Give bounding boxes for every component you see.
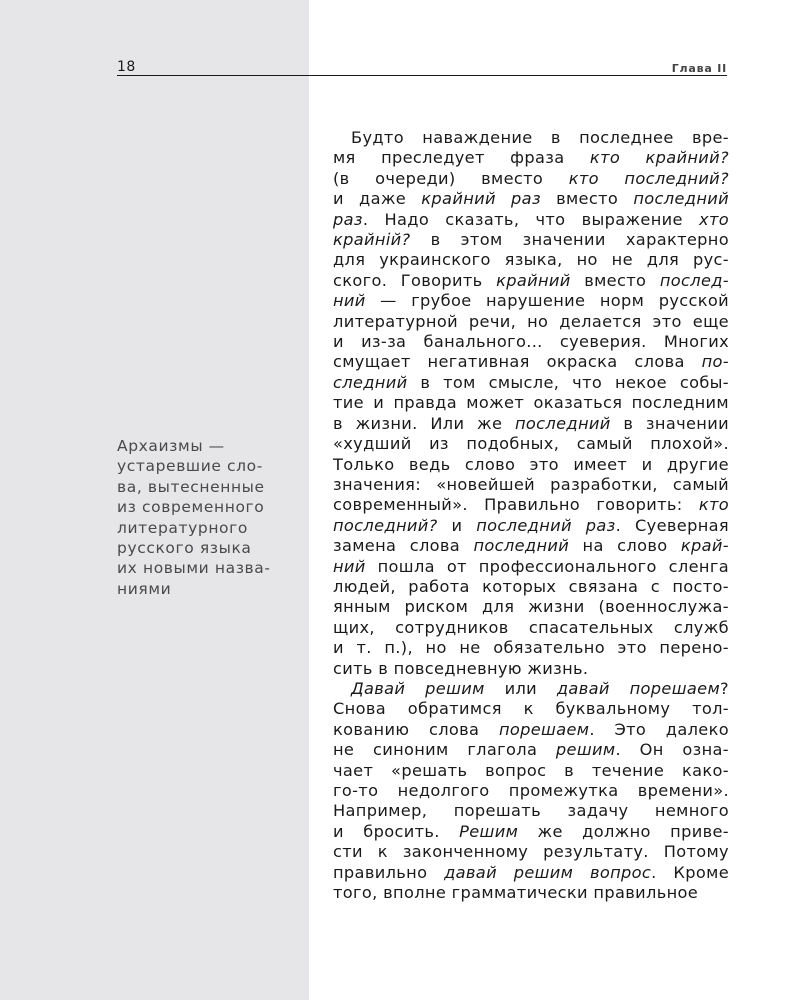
italic-term: послед- <box>659 270 729 290</box>
body-text-run: современный». Правильно говорить: <box>333 495 699 515</box>
body-line <box>333 128 729 148</box>
body-text-run: Будто наваждение в последнее вре- <box>351 128 729 147</box>
body-text-run: кованию слова <box>333 719 499 739</box>
italic-term: ний <box>333 291 366 311</box>
body-text-run: пошла от профессионального сленга <box>365 556 729 576</box>
sidebar-note <box>117 436 287 599</box>
italic-term: край- <box>680 536 729 556</box>
body-text-run: и бросить. <box>333 821 460 841</box>
body-line <box>333 720 729 740</box>
body-line <box>333 291 729 311</box>
italic-term: последний? <box>333 515 438 535</box>
italic-term: хто <box>699 209 729 229</box>
body-text-run: на слово <box>569 536 681 556</box>
body-text-run: Снова обратимся к буквальному тол- <box>333 699 729 719</box>
body-text-run: мя преследует фраза <box>333 148 590 168</box>
body-text-run: людей, работа которых связана с посто- <box>333 576 729 596</box>
body-line <box>333 781 729 801</box>
body-line <box>333 414 729 434</box>
body-text-run: замена слова <box>333 536 474 556</box>
body-line <box>333 250 729 270</box>
body-line <box>333 434 729 454</box>
body-line <box>333 230 729 250</box>
body-line <box>333 536 729 556</box>
body-text-run: для украинского языка, но не для рус- <box>333 250 729 270</box>
body-text-run: . Суеверная <box>615 515 729 535</box>
sidebar-note-line: ниями <box>117 579 172 598</box>
body-line <box>333 801 729 821</box>
body-line <box>333 638 729 658</box>
body-text-run: . Надо сказать, что выражение <box>362 209 700 229</box>
body-line <box>333 740 729 760</box>
body-line <box>333 271 729 291</box>
body-text-run: «худший из подобных, самый плохой». <box>333 434 729 454</box>
italic-term: давай решим вопрос <box>444 862 652 882</box>
body-text-run: значения: «новейшей разработки, самый <box>333 474 729 494</box>
italic-term: Давай решим <box>351 678 485 698</box>
body-text-run: и из-за банального... суеверия. Многих <box>333 332 729 352</box>
body-text-run: не синоним глагола <box>333 740 556 760</box>
body-text-run: в значении <box>610 413 729 433</box>
italic-term: решим <box>555 740 616 760</box>
page-number: 18 <box>117 59 136 75</box>
body-text-run: и т. п.), но не обязательно это перено- <box>333 638 729 658</box>
body-line <box>333 312 729 332</box>
italic-term: ний <box>333 556 366 576</box>
body-text-run: сить в повседневную жизнь. <box>333 658 589 678</box>
body-text-run: и <box>437 515 477 535</box>
body-line <box>333 148 729 168</box>
body-line <box>333 455 729 475</box>
body-line <box>333 557 729 577</box>
body-text-run: правильно <box>333 862 445 882</box>
body-line <box>333 863 729 883</box>
body-line <box>333 679 729 699</box>
body-line <box>333 597 729 617</box>
body-line <box>333 475 729 495</box>
body-text-run: смущает негативная окраска слова <box>333 352 702 372</box>
body-text-run: и даже <box>333 189 422 209</box>
body-line <box>333 393 729 413</box>
body-line <box>333 659 729 679</box>
body-text-run: . Кроме <box>651 862 729 882</box>
italic-term: Решим <box>459 821 519 841</box>
body-text-run: вместо <box>570 270 660 290</box>
italic-term: кто <box>698 495 729 515</box>
sidebar-note-line: устаревшие сло- <box>117 457 263 476</box>
body-text <box>333 128 729 903</box>
italic-term: давай порешаем <box>556 678 721 698</box>
body-text-run: чает «решать вопрос в течение како- <box>333 760 729 780</box>
body-line <box>333 352 729 372</box>
sidebar-note-line: Архаизмы — <box>117 437 225 455</box>
body-line <box>333 189 729 209</box>
body-text-run: го-то недолгого промежутка времени». <box>333 781 729 800</box>
italic-term: последний раз <box>476 515 616 535</box>
chapter-heading: Глава II <box>671 62 727 75</box>
body-text-run: вместо <box>540 189 634 209</box>
body-text-run: литературной речи, но делается это еще <box>333 311 729 331</box>
body-text-run: же должно приве- <box>518 821 729 841</box>
italic-term: следний <box>333 372 408 392</box>
body-text-run: ? <box>720 678 729 698</box>
body-text-run: Например, порешать задачу немного <box>333 801 729 821</box>
body-text-run: . Он озна- <box>615 740 729 760</box>
body-line <box>333 577 729 597</box>
sidebar-note-line: литературного <box>117 518 248 537</box>
body-text-run: или <box>484 678 557 698</box>
sidebar-note-line: их новыми назва- <box>117 559 271 578</box>
italic-term: крайній? <box>333 230 411 250</box>
body-line <box>333 516 729 536</box>
body-text-run: тие и правда может оказаться последним <box>333 393 729 413</box>
italic-term: по- <box>701 352 729 372</box>
body-text-run: того, вполне грамматически правильное <box>333 883 699 903</box>
italic-term: кто крайний? <box>589 148 729 168</box>
body-text-run: . Это далеко <box>589 719 729 739</box>
body-line <box>333 618 729 638</box>
body-line <box>333 210 729 230</box>
body-text-run: ского. Говорить <box>333 270 497 290</box>
body-text-run: (в очереди) вместо <box>333 168 569 188</box>
body-text-run: янным риском для жизни (военнослужа- <box>333 597 729 617</box>
body-text-run: в жизни. Или же <box>333 413 515 433</box>
body-text-run: в том смысле, что некое собы- <box>407 372 729 392</box>
body-line <box>333 332 729 352</box>
body-line <box>333 761 729 781</box>
body-text-run: — грубое нарушение норм русской <box>365 291 729 311</box>
body-text-run: щих, сотрудников спасательных служб <box>333 617 729 637</box>
body-line <box>333 699 729 719</box>
italic-term: раз <box>333 209 363 229</box>
italic-term: последний <box>633 189 729 209</box>
italic-term: кто последний? <box>568 168 729 188</box>
italic-term: последний <box>514 413 611 433</box>
body-line <box>333 842 729 862</box>
body-line <box>333 883 729 903</box>
body-text-run: сти к законченному результату. Потому <box>333 842 729 862</box>
body-text-run: в этом значении характерно <box>410 230 729 250</box>
sidebar-note-line: из современного <box>117 498 265 517</box>
sidebar-note-line: ва, вытесненные <box>117 477 265 496</box>
body-line <box>333 373 729 393</box>
italic-term: крайний раз <box>421 189 541 209</box>
italic-term: последний <box>473 536 570 556</box>
body-text-run: Только ведь слово это имеет и другие <box>333 454 729 474</box>
sidebar-note-line: русского языка <box>117 539 252 558</box>
italic-term: крайний <box>496 270 571 290</box>
body-line <box>333 169 729 189</box>
italic-term: порешаем <box>498 719 590 739</box>
header-rule <box>117 75 727 76</box>
body-line <box>333 822 729 842</box>
body-line <box>333 495 729 515</box>
